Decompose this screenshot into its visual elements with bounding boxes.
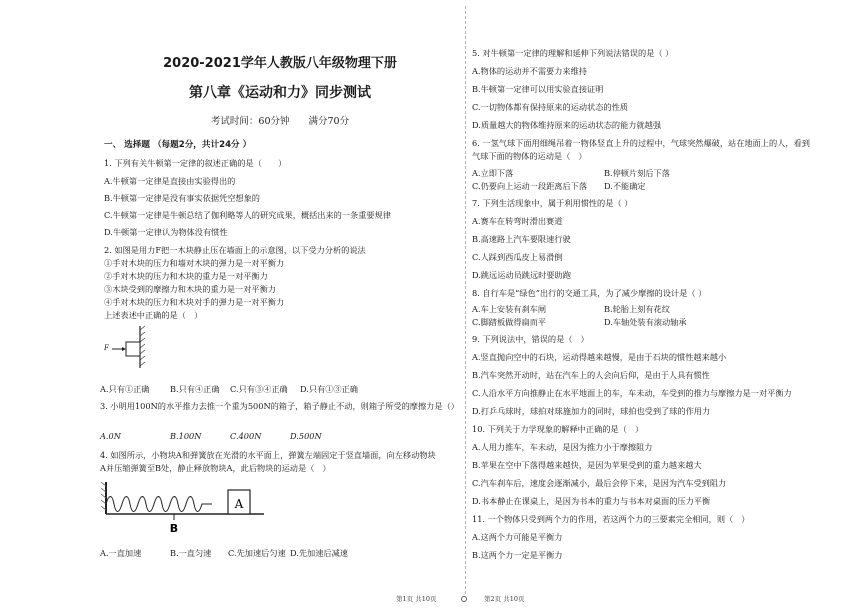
spring-block-figure (98, 476, 270, 536)
page-number-left: 第1页 共10页 (396, 595, 437, 603)
option-c: C.只有③④正确 (230, 384, 288, 394)
option-line: B.牛顿第一定律可以用实验直接证明 (472, 84, 604, 94)
option-line: B.苹果在空中下落得越来越快，是因为苹果受到的重力越来越大 (472, 460, 702, 470)
statement-line: ②手对木块的压力和木块的重力是一对平衡力 (104, 271, 268, 281)
option-line: C.牛顿第一定律是牛顿总结了伽利略等人的研究成果，概括出来的一条重要规律 (104, 210, 391, 220)
page-number-right: 第2页 共10页 (484, 595, 525, 603)
question-line: 7. 下列生活现象中，属于利用惯性的是（ ） (472, 198, 633, 208)
option-b: B.100N (170, 431, 202, 441)
question-line: 1. 下列有关牛顿第一定律的叙述正确的是（ ） (104, 158, 287, 168)
option-line: A.赛车在转弯时滑出赛道 (472, 216, 563, 226)
option-d: D.车轴处装有滚动轴承 (604, 317, 687, 327)
question-line: 3. 小明用100N的水平推力去推一个重为500N的箱子，箱子静止不动，则箱子所受的摩擦力是（） (100, 401, 459, 411)
option-a: A.立即下落 (472, 168, 514, 178)
option-a: A.车上安装有刹车闸 (472, 304, 547, 314)
option-line: A.人用力推车，车未动，是因为推力小于摩擦阻力 (472, 442, 653, 452)
option-b: B.一直匀速 (170, 548, 212, 558)
option-c: C.先加速后匀速 (228, 548, 286, 558)
question-line: 10. 下列关于力学现象的解释中正确的是（ ） (472, 424, 644, 434)
question-line: 9. 下列说法中，错误的是（ ） (472, 334, 589, 344)
option-line: C.人沿水平方向推静止在水平地面上的车，车未动，车受到的推力与摩擦力是一对平衡力 (472, 388, 792, 398)
question-line: 4. 如图所示，小物块A和弹簧放在光滑的水平面上，弹簧左端固定于竖直墙面，向左移动物块 (100, 450, 436, 460)
option-b: B.轮胎上刻有花纹 (604, 304, 670, 314)
option-line: D.牛顿第一定律认为物体没有惯性 (104, 227, 228, 237)
option-line: B.高速路上汽车要限速行驶 (472, 234, 571, 244)
option-line: A.这两个力可能是平衡力 (472, 532, 563, 542)
wall-block-figure (100, 322, 160, 372)
option-line: B.牛顿第一定律是没有事实依据凭空想象的 (104, 193, 260, 203)
section-heading: 一、 选择题 （每题2分，共计24分 ） (104, 140, 252, 150)
option-c: C.仍要向上运动一段距离后下落 (472, 181, 588, 191)
option-line: B.汽车突然开动时，站在汽车上的人会向后仰，是由于人具有惯性 (472, 370, 710, 380)
statement-line: ③木块受到的摩擦力和木块的重力是一对平衡力 (104, 284, 276, 294)
option-d: D.只有①③正确 (300, 384, 358, 394)
question-line: 5. 对牛顿第一定律的理解和延伸下列说法错误的是（ ） (472, 48, 674, 58)
force-label: F (104, 344, 109, 352)
question-line: 2. 如图是用力F把一木块静止压在墙面上的示意图，以下受力分析的说法 (104, 245, 366, 255)
option-b: B.只有④正确 (170, 384, 220, 394)
option-a: A.只有①正确 (100, 384, 150, 394)
block-label: A (234, 497, 244, 511)
option-c: C.400N (230, 431, 262, 441)
option-b: B.停顿片刻后下落 (604, 168, 670, 178)
statement-line: ①手对木块的压力和墙对木块的弹力是一对平衡力 (104, 258, 285, 268)
question-line: 上述表述中正确的是（ ） (104, 310, 203, 320)
column-divider (465, 6, 466, 594)
option-line: D.跳远运动员跳远时要助跑 (472, 270, 571, 280)
exam-info: 考试时间：60分钟 满分70分 (210, 116, 350, 127)
question-line: 11. 一个物体只受到两个力的作用，若这两个力的三要素完全相同，则（ ） (472, 514, 750, 524)
option-line: C.人踩到西瓜皮上易滑倒 (472, 252, 563, 262)
option-line: D.打乒乓球时，球拍对球施加力的同时，球拍也受到了球的作用力 (472, 406, 711, 416)
chapter-title: 第八章《运动和力》同步测试 (189, 85, 371, 101)
question-line: 6. 一氢气球下面用细绳吊着一物体竖直上升的过程中，气球突然爆破，站在地面上的人，看到 (472, 138, 810, 148)
question-line: A并压缩弹簧至B处，静止释放物块A，此后物块的运动是（ ） (100, 463, 331, 473)
question-line: 8. 自行车是“绿色”出行的交通工具，为了减少摩擦的设计是（ ） (472, 288, 707, 298)
option-line: C.一切物体都有保持原来的运动状态的性质 (472, 102, 628, 112)
option-d: D.不能确定 (604, 181, 646, 191)
document-title: 2020-2021学年人教版八年级物理下册 (163, 56, 397, 71)
option-a: A.0N (100, 431, 121, 441)
point-label: B (169, 522, 179, 535)
question-line: 气球下面的物体的运动是（ ） (472, 151, 587, 161)
option-line: B.这两个力一定是平衡力 (472, 550, 563, 560)
option-line: D.质量越大的物体维持原来的运动状态的能力就越强 (472, 120, 662, 130)
option-line: C.汽车刹车后，速度会逐渐减小，最后会停下来，是因为汽车受到阻力 (472, 478, 727, 488)
option-line: A.牛顿第一定律是直接由实验得出的 (104, 176, 236, 186)
page-separator-icon (459, 594, 469, 604)
option-c: C.脚踏板做得扁而平 (472, 317, 547, 327)
statement-line: ④手对木块的压力和木块对手的弹力是一对平衡力 (104, 297, 285, 307)
option-d: D.500N (290, 431, 322, 441)
option-a: A.一直加速 (100, 548, 142, 558)
option-d: D.先加速后减速 (290, 548, 348, 558)
option-line: A.竖直抛向空中的石块，运动得越来越慢，是由于石块的惯性越来越小 (472, 352, 727, 362)
option-line: A.物体的运动并不需要力来维持 (472, 66, 587, 76)
option-line: D.书本静止在课桌上，是因为书本的重力与书本对桌面的压力平衡 (472, 496, 711, 506)
